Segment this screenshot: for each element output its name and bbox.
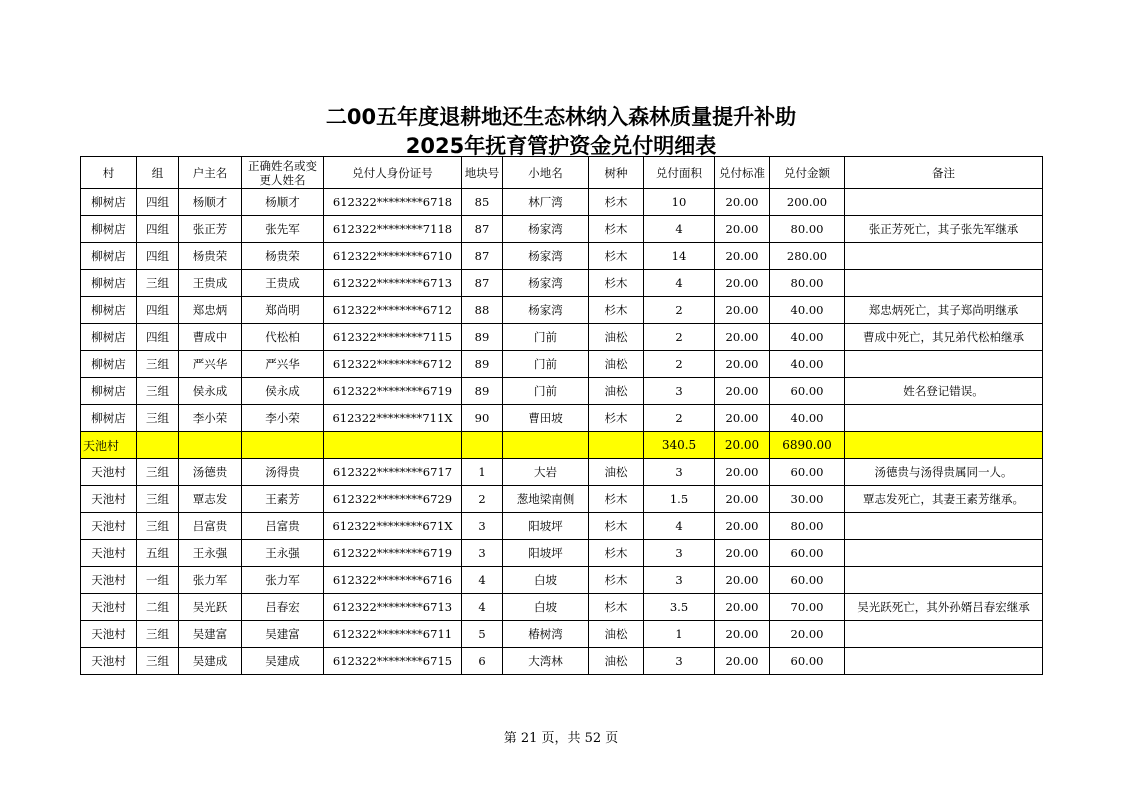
cell-remark: 吴光跃死亡，其外孙婿吕春宏继承	[845, 594, 1043, 621]
cell-correct-name: 严兴华	[242, 351, 324, 378]
col-header-amount: 兑付金额	[770, 157, 845, 189]
cell-village: 天池村	[81, 486, 137, 513]
cell-species: 油松	[589, 351, 644, 378]
cell-group: 三组	[137, 648, 179, 675]
cell-village: 柳树店	[81, 405, 137, 432]
cell-plot-no: 4	[462, 567, 503, 594]
cell-village: 柳树店	[81, 324, 137, 351]
cell-place-name: 杨家湾	[503, 243, 589, 270]
cell-id-number: 612322********6712	[324, 351, 462, 378]
cell-village: 天池村	[81, 459, 137, 486]
cell-area: 2	[644, 351, 715, 378]
table-row	[81, 513, 1043, 540]
cell-group: 三组	[137, 459, 179, 486]
cell-id-number: 612322********7118	[324, 216, 462, 243]
cell-area: 2	[644, 324, 715, 351]
cell-area: 10	[644, 189, 715, 216]
cell-village: 柳树店	[81, 189, 137, 216]
cell-plot-no: 5	[462, 621, 503, 648]
cell-correct-name: 吕春宏	[242, 594, 324, 621]
cell-householder: 郑忠炳	[179, 297, 242, 324]
cell-village: 柳树店	[81, 243, 137, 270]
page-footer: 第 21 页，共 52 页	[503, 731, 619, 746]
cell-remark	[845, 243, 1043, 270]
cell-village: 柳树店	[81, 378, 137, 405]
page-title-line-1: 二00五年度退耕地还生态林纳入森林质量提升补助	[325, 105, 797, 129]
cell-area: 3	[644, 540, 715, 567]
cell-remark	[845, 513, 1043, 540]
cell-correct-name: 吴建富	[242, 621, 324, 648]
cell-group: 三组	[137, 270, 179, 297]
cell-species: 油松	[589, 459, 644, 486]
cell-species: 杉木	[589, 216, 644, 243]
cell-place-name: 杨家湾	[503, 297, 589, 324]
cell-correct-name: 代松柏	[242, 324, 324, 351]
cell-area: 1.5	[644, 486, 715, 513]
cell-remark: 汤德贵与汤得贵属同一人。	[845, 459, 1043, 486]
table-row	[81, 540, 1043, 567]
table-row	[81, 351, 1043, 378]
subtotal-standard: 20.00	[715, 432, 770, 459]
cell-species: 油松	[589, 324, 644, 351]
cell-group: 三组	[137, 621, 179, 648]
cell-amount: 40.00	[770, 351, 845, 378]
cell-place-name: 门前	[503, 351, 589, 378]
cell-correct-name: 王素芳	[242, 486, 324, 513]
table-row	[81, 567, 1043, 594]
cell-householder: 杨顺才	[179, 189, 242, 216]
cell-id-number: 612322********6719	[324, 540, 462, 567]
cell-area: 2	[644, 405, 715, 432]
cell-area: 4	[644, 270, 715, 297]
cell-group: 四组	[137, 216, 179, 243]
cell-householder: 李小荣	[179, 405, 242, 432]
cell-amount: 280.00	[770, 243, 845, 270]
cell-correct-name: 吕富贵	[242, 513, 324, 540]
subtotal-row	[81, 432, 1043, 459]
cell-householder: 覃志发	[179, 486, 242, 513]
cell-id-number: 612322********6710	[324, 243, 462, 270]
cell-plot-no: 89	[462, 351, 503, 378]
cell-correct-name: 李小荣	[242, 405, 324, 432]
cell-id-number: 612322********6729	[324, 486, 462, 513]
cell-place-name: 大岩	[503, 459, 589, 486]
cell-village: 天池村	[81, 648, 137, 675]
cell-group: 三组	[137, 378, 179, 405]
cell-village: 柳树店	[81, 216, 137, 243]
table-row	[81, 270, 1043, 297]
cell-species: 杉木	[589, 567, 644, 594]
table-row	[81, 621, 1043, 648]
cell-correct-name: 侯永成	[242, 378, 324, 405]
cell-remark	[845, 567, 1043, 594]
cell-village: 天池村	[81, 594, 137, 621]
cell-place-name: 阳坡坪	[503, 513, 589, 540]
cell-correct-name: 吴建成	[242, 648, 324, 675]
subtotal-empty	[589, 432, 644, 459]
cell-standard: 20.00	[715, 189, 770, 216]
cell-correct-name: 杨贵荣	[242, 243, 324, 270]
cell-correct-name: 张力军	[242, 567, 324, 594]
cell-plot-no: 87	[462, 243, 503, 270]
col-header-id-number: 兑付人身份证号	[324, 157, 462, 189]
cell-remark: 张正芳死亡，其子张先军继承	[845, 216, 1043, 243]
subtotal-area: 340.5	[644, 432, 715, 459]
cell-remark: 姓名登记错误。	[845, 378, 1043, 405]
cell-id-number: 612322********6713	[324, 270, 462, 297]
subtotal-empty	[324, 432, 462, 459]
cell-id-number: 612322********6712	[324, 297, 462, 324]
cell-correct-name: 张先军	[242, 216, 324, 243]
cell-correct-name: 王永强	[242, 540, 324, 567]
cell-remark	[845, 405, 1043, 432]
cell-species: 杉木	[589, 270, 644, 297]
cell-village: 天池村	[81, 567, 137, 594]
cell-group: 三组	[137, 405, 179, 432]
subtotal-empty	[845, 432, 1043, 459]
table-row	[81, 648, 1043, 675]
cell-standard: 20.00	[715, 324, 770, 351]
cell-place-name: 曹田坡	[503, 405, 589, 432]
cell-place-name: 椿树湾	[503, 621, 589, 648]
cell-householder: 吴光跃	[179, 594, 242, 621]
cell-group: 四组	[137, 297, 179, 324]
cell-plot-no: 6	[462, 648, 503, 675]
cell-group: 四组	[137, 324, 179, 351]
cell-species: 油松	[589, 621, 644, 648]
col-header-standard: 兑付标准	[715, 157, 770, 189]
cell-species: 杉木	[589, 297, 644, 324]
cell-place-name: 阳坡坪	[503, 540, 589, 567]
cell-householder: 张正芳	[179, 216, 242, 243]
cell-id-number: 612322********6713	[324, 594, 462, 621]
cell-householder: 严兴华	[179, 351, 242, 378]
cell-remark: 郑忠炳死亡，其子郑尚明继承	[845, 297, 1043, 324]
cell-plot-no: 2	[462, 486, 503, 513]
col-header-place-name: 小地名	[503, 157, 589, 189]
cell-plot-no: 90	[462, 405, 503, 432]
cell-area: 3	[644, 567, 715, 594]
subtotal-empty	[179, 432, 242, 459]
cell-village: 柳树店	[81, 351, 137, 378]
cell-remark	[845, 270, 1043, 297]
subtotal-village: 天池村	[81, 432, 137, 459]
cell-species: 杉木	[589, 243, 644, 270]
subtotal-empty	[137, 432, 179, 459]
payment-table	[80, 156, 1043, 675]
cell-group: 三组	[137, 486, 179, 513]
col-header-remark: 备注	[845, 157, 1043, 189]
cell-id-number: 612322********7115	[324, 324, 462, 351]
cell-area: 4	[644, 513, 715, 540]
cell-standard: 20.00	[715, 486, 770, 513]
subtotal-amount: 6890.00	[770, 432, 845, 459]
col-header-householder: 户主名	[179, 157, 242, 189]
table-row	[81, 594, 1043, 621]
col-header-group: 组	[137, 157, 179, 189]
table-row	[81, 324, 1043, 351]
col-header-species: 树种	[589, 157, 644, 189]
cell-correct-name: 郑尚明	[242, 297, 324, 324]
cell-place-name: 林厂湾	[503, 189, 589, 216]
cell-id-number: 612322********6716	[324, 567, 462, 594]
cell-amount: 80.00	[770, 270, 845, 297]
cell-place-name: 杨家湾	[503, 216, 589, 243]
cell-area: 3	[644, 459, 715, 486]
cell-householder: 吕富贵	[179, 513, 242, 540]
table-row	[81, 243, 1043, 270]
cell-householder: 侯永成	[179, 378, 242, 405]
col-header-village: 村	[81, 157, 137, 189]
table-row	[81, 378, 1043, 405]
cell-amount: 80.00	[770, 216, 845, 243]
cell-id-number: 612322********6719	[324, 378, 462, 405]
cell-species: 杉木	[589, 540, 644, 567]
cell-standard: 20.00	[715, 459, 770, 486]
cell-id-number: 612322********711X	[324, 405, 462, 432]
cell-standard: 20.00	[715, 270, 770, 297]
cell-householder: 吴建富	[179, 621, 242, 648]
cell-id-number: 612322********6718	[324, 189, 462, 216]
cell-species: 杉木	[589, 486, 644, 513]
subtotal-empty	[462, 432, 503, 459]
col-header-area: 兑付面积	[644, 157, 715, 189]
cell-standard: 20.00	[715, 648, 770, 675]
cell-remark	[845, 540, 1043, 567]
cell-amount: 70.00	[770, 594, 845, 621]
cell-village: 柳树店	[81, 297, 137, 324]
cell-amount: 200.00	[770, 189, 845, 216]
table-header-row	[81, 157, 1043, 189]
cell-plot-no: 88	[462, 297, 503, 324]
cell-amount: 60.00	[770, 648, 845, 675]
cell-householder: 王贵成	[179, 270, 242, 297]
cell-village: 天池村	[81, 513, 137, 540]
cell-standard: 20.00	[715, 243, 770, 270]
cell-standard: 20.00	[715, 405, 770, 432]
cell-area: 3	[644, 648, 715, 675]
cell-correct-name: 王贵成	[242, 270, 324, 297]
cell-standard: 20.00	[715, 216, 770, 243]
cell-amount: 60.00	[770, 378, 845, 405]
cell-area: 3.5	[644, 594, 715, 621]
cell-remark	[845, 648, 1043, 675]
cell-householder: 张力军	[179, 567, 242, 594]
cell-area: 14	[644, 243, 715, 270]
cell-group: 五组	[137, 540, 179, 567]
table-row	[81, 216, 1043, 243]
cell-group: 一组	[137, 567, 179, 594]
col-header-plot-no: 地块号	[462, 157, 503, 189]
cell-remark	[845, 621, 1043, 648]
cell-plot-no: 87	[462, 270, 503, 297]
table-row	[81, 189, 1043, 216]
page-title-line-2: 2025年抚育管护资金兑付明细表	[405, 134, 717, 158]
cell-place-name: 门前	[503, 378, 589, 405]
cell-place-name: 杨家湾	[503, 270, 589, 297]
cell-place-name: 大湾林	[503, 648, 589, 675]
cell-id-number: 612322********6711	[324, 621, 462, 648]
cell-place-name: 葱地梁南侧	[503, 486, 589, 513]
cell-species: 杉木	[589, 189, 644, 216]
cell-group: 四组	[137, 243, 179, 270]
table-row	[81, 405, 1043, 432]
cell-area: 4	[644, 216, 715, 243]
cell-plot-no: 1	[462, 459, 503, 486]
cell-householder: 吴建成	[179, 648, 242, 675]
cell-standard: 20.00	[715, 621, 770, 648]
subtotal-empty	[242, 432, 324, 459]
cell-group: 二组	[137, 594, 179, 621]
cell-householder: 汤德贵	[179, 459, 242, 486]
table-row	[81, 297, 1043, 324]
cell-id-number: 612322********6717	[324, 459, 462, 486]
cell-species: 油松	[589, 378, 644, 405]
cell-place-name: 白坡	[503, 567, 589, 594]
cell-plot-no: 89	[462, 324, 503, 351]
cell-remark: 曹成中死亡，其兄弟代松柏继承	[845, 324, 1043, 351]
cell-village: 柳树店	[81, 270, 137, 297]
cell-remark	[845, 189, 1043, 216]
cell-plot-no: 89	[462, 378, 503, 405]
cell-householder: 曹成中	[179, 324, 242, 351]
cell-amount: 30.00	[770, 486, 845, 513]
cell-species: 油松	[589, 648, 644, 675]
cell-plot-no: 3	[462, 513, 503, 540]
cell-amount: 80.00	[770, 513, 845, 540]
cell-amount: 40.00	[770, 297, 845, 324]
cell-area: 2	[644, 297, 715, 324]
cell-place-name: 门前	[503, 324, 589, 351]
cell-remark	[845, 351, 1043, 378]
cell-group: 三组	[137, 351, 179, 378]
cell-id-number: 612322********671X	[324, 513, 462, 540]
cell-area: 1	[644, 621, 715, 648]
cell-amount: 60.00	[770, 567, 845, 594]
cell-amount: 60.00	[770, 540, 845, 567]
cell-amount: 40.00	[770, 324, 845, 351]
cell-species: 杉木	[589, 594, 644, 621]
cell-correct-name: 杨顺才	[242, 189, 324, 216]
cell-place-name: 白坡	[503, 594, 589, 621]
cell-standard: 20.00	[715, 594, 770, 621]
cell-amount: 60.00	[770, 459, 845, 486]
cell-plot-no: 87	[462, 216, 503, 243]
cell-plot-no: 3	[462, 540, 503, 567]
cell-householder: 杨贵荣	[179, 243, 242, 270]
cell-area: 3	[644, 378, 715, 405]
cell-standard: 20.00	[715, 297, 770, 324]
table-row	[81, 486, 1043, 513]
cell-group: 三组	[137, 513, 179, 540]
cell-standard: 20.00	[715, 513, 770, 540]
cell-plot-no: 4	[462, 594, 503, 621]
cell-village: 天池村	[81, 540, 137, 567]
cell-species: 杉木	[589, 513, 644, 540]
cell-remark: 覃志发死亡，其妻王素芳继承。	[845, 486, 1043, 513]
cell-species: 杉木	[589, 405, 644, 432]
cell-standard: 20.00	[715, 378, 770, 405]
cell-group: 四组	[137, 189, 179, 216]
cell-standard: 20.00	[715, 540, 770, 567]
cell-householder: 王永强	[179, 540, 242, 567]
cell-id-number: 612322********6715	[324, 648, 462, 675]
cell-standard: 20.00	[715, 351, 770, 378]
cell-plot-no: 85	[462, 189, 503, 216]
cell-correct-name: 汤得贵	[242, 459, 324, 486]
cell-amount: 20.00	[770, 621, 845, 648]
cell-standard: 20.00	[715, 567, 770, 594]
col-header-correct-name: 正确姓名或变更人姓名	[242, 157, 324, 189]
subtotal-empty	[503, 432, 589, 459]
cell-amount: 40.00	[770, 405, 845, 432]
table-row	[81, 459, 1043, 486]
cell-village: 天池村	[81, 621, 137, 648]
